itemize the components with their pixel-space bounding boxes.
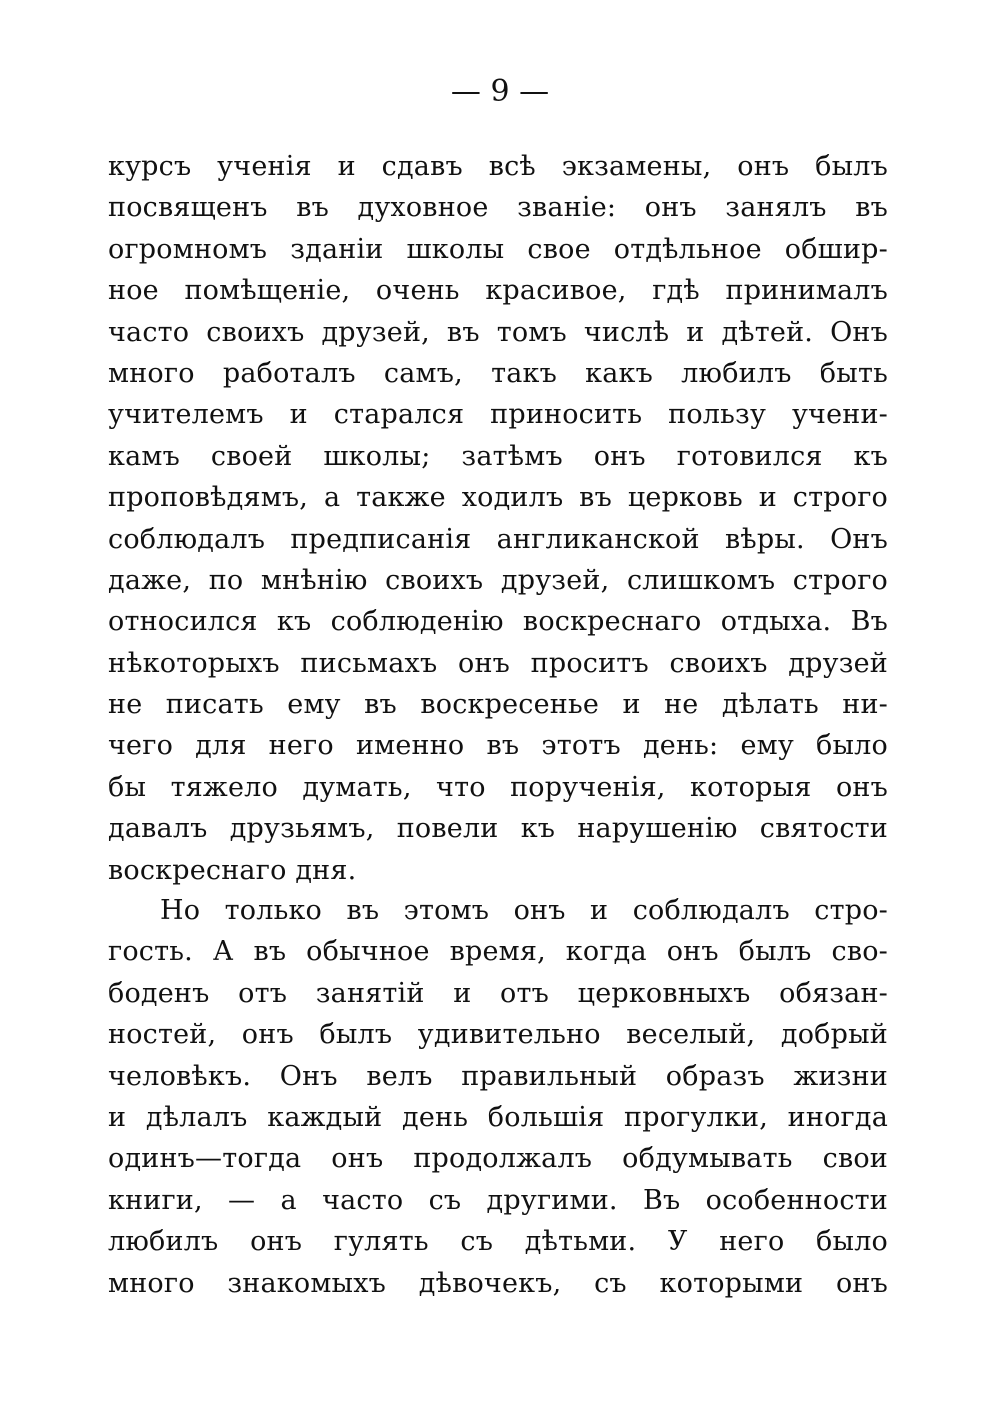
text-line: воскреснаго дня. xyxy=(108,854,357,886)
text-line: курсъ ученія и сдавъ всѣ экзамены, онъ былъ xyxy=(108,151,888,182)
text-line: одинъ—тогда онъ продолжалъ обдумывать свои xyxy=(108,1143,888,1175)
text-line: ное помѣщеніе, очень красивое, гдѣ принималъ xyxy=(108,275,888,307)
text-line: посвященъ въ духовное званіе: онъ занялъ въ xyxy=(108,192,888,224)
text-line: часто своихъ друзей, въ томъ числѣ и дѣтей. Онъ xyxy=(108,316,888,348)
text-line: даже, по мнѣнію своихъ друзей, слишкомъ строго xyxy=(108,564,888,596)
text-line: много знакомыхъ дѣвочекъ, съ которыми онъ xyxy=(108,1267,888,1299)
text-line: бы тяжело думать, что порученія, которыя онъ xyxy=(108,771,888,803)
text-line: соблюдалъ предписанія англиканской вѣры. Онъ xyxy=(108,523,888,555)
text-line: камъ своей школы; затѣмъ онъ готовился къ xyxy=(108,440,888,472)
text-line: не писать ему въ воскресенье и не дѣлать ни- xyxy=(108,689,888,721)
text-line: человѣкъ. Онъ велъ правильный образъ жизни xyxy=(108,1060,888,1092)
text-line: книги, — а часто съ другими. Въ особенности xyxy=(108,1184,888,1216)
text-line: нѣкоторыхъ письмахъ онъ проситъ своихъ друзей xyxy=(108,647,888,679)
text-line: ностей, онъ былъ удивительно веселый, добрый xyxy=(108,1019,888,1051)
page-number: — 9 — xyxy=(450,74,550,109)
text-line: проповѣдямъ, а также ходилъ въ церковь и строго xyxy=(108,482,888,514)
text-line: учителемъ и старался приносить пользу учени- xyxy=(108,399,888,431)
text-line: боденъ отъ занятій и отъ церковныхъ обязан- xyxy=(108,977,888,1009)
text-line: много работалъ самъ, такъ какъ любилъ быть xyxy=(108,357,888,389)
paragraph-1 xyxy=(108,146,888,891)
text-line: чего для него именно въ этотъ день: ему было xyxy=(108,730,888,762)
text-line: гость. А въ обычное время, когда онъ былъ сво- xyxy=(108,936,888,968)
text-line: огромномъ зданіи школы свое отдѣльное обшир- xyxy=(108,233,888,265)
text-line: давалъ друзьямъ, повели къ нарушенію святости xyxy=(108,813,888,845)
paragraph-2 xyxy=(108,890,888,1304)
text-line: относился къ соблюденію воскреснаго отдыха. Въ xyxy=(108,606,888,638)
text-line: любилъ онъ гулять съ дѣтьми. У него было xyxy=(108,1226,888,1258)
text-line: и дѣлалъ каждый день большія прогулки, иногда xyxy=(108,1101,888,1133)
text-line: Но только въ этомъ онъ и соблюдалъ стро- xyxy=(160,895,888,926)
